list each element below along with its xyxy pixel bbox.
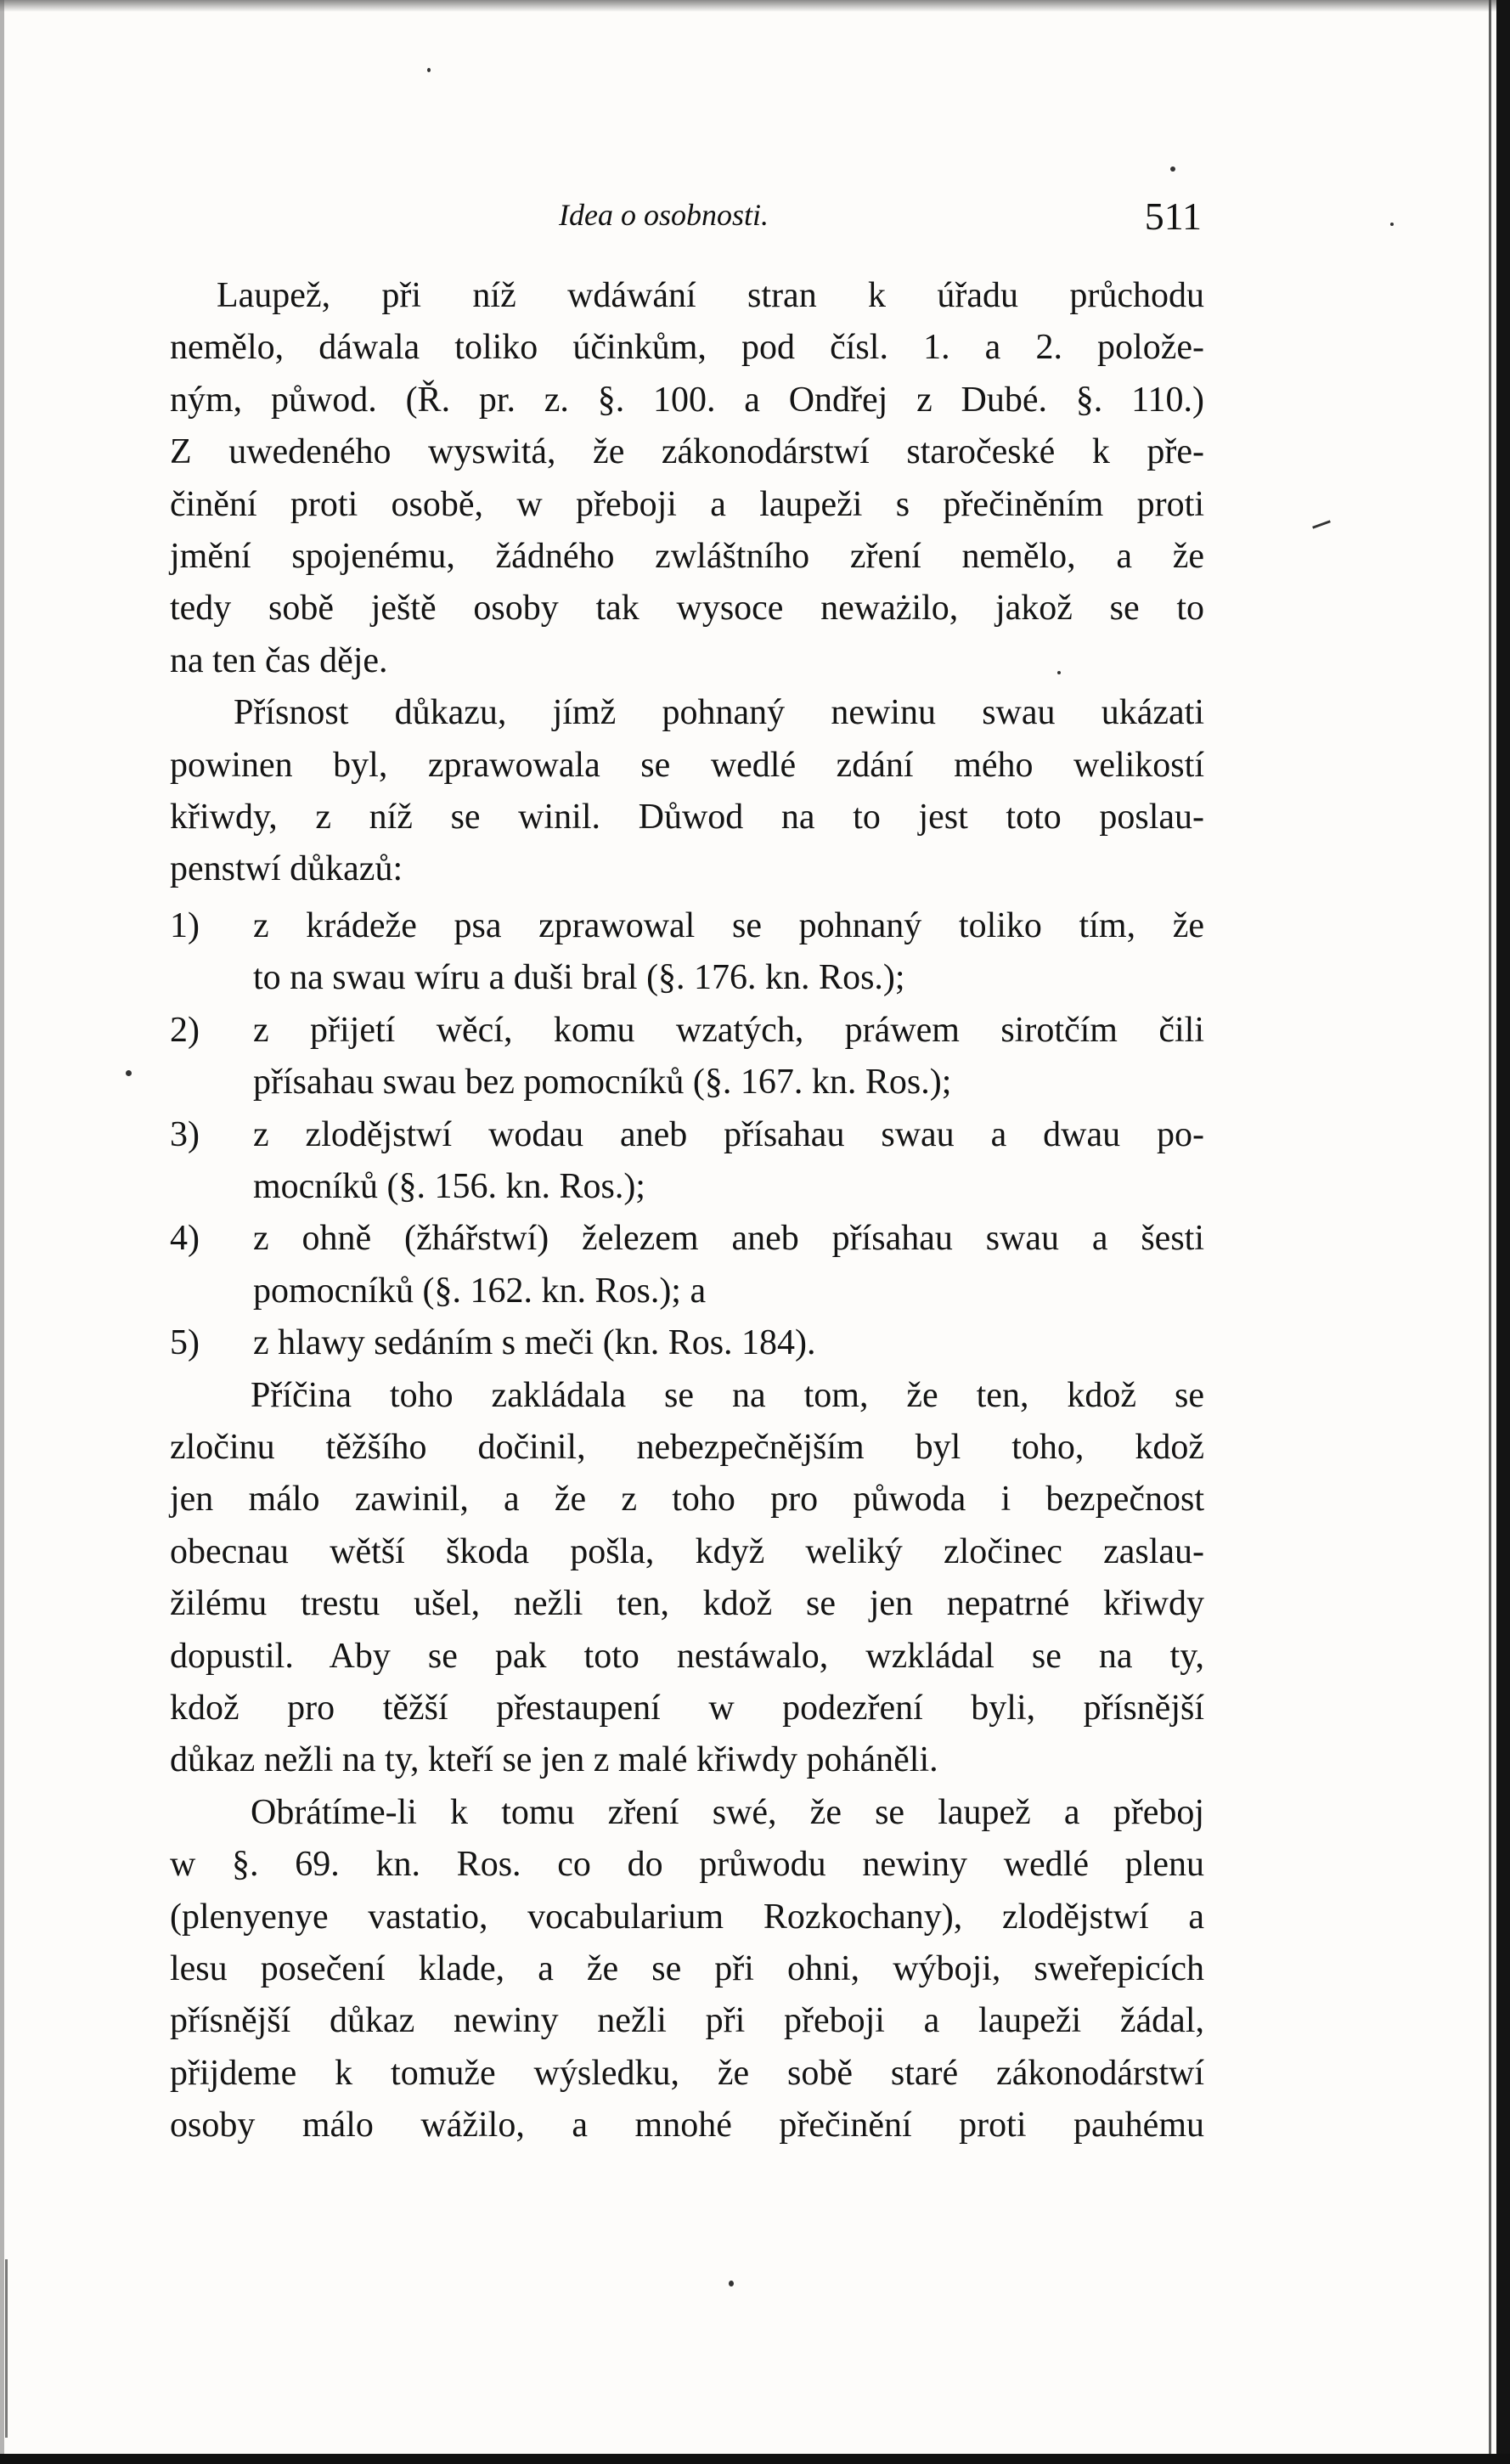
speck <box>1312 520 1331 528</box>
text-line: žilému trestu ušel, nežli ten, kdož se jen nepatrné křiwdy <box>170 1584 1204 1624</box>
page-header <box>170 197 1202 248</box>
paragraph-2 <box>170 687 1204 896</box>
scan-edge-top <box>0 0 1510 12</box>
text-line: na ten čas děje. <box>170 640 388 680</box>
text-line: mocníků (§. 156. kn. Ros.); <box>253 1166 645 1206</box>
text-line: w §. 69. kn. Ros. co do průwodu newiny wedlé plenu <box>170 1845 1204 1885</box>
list-item <box>170 1109 1204 1214</box>
text-line: z přijetí wěcí, komu wzatých, práwem sirotčím čili <box>253 1010 1204 1050</box>
list-number: 3) <box>170 1114 200 1154</box>
list-item <box>170 1005 1204 1109</box>
speck <box>729 2281 734 2286</box>
text-line: činění proti osobě, w přeboji a laupeži s přečiněním proti <box>170 484 1204 524</box>
page-number: 511 <box>1144 195 1202 238</box>
scan-edge-right <box>1496 0 1510 2464</box>
list-number: 2) <box>170 1010 200 1050</box>
text-line: důkaz nežli na ty, kteří se jen z malé křiwdy poháněli. <box>170 1740 938 1780</box>
text-line: z hlawy sedáním s meči (kn. Ros. 184). <box>253 1323 816 1363</box>
speck <box>1170 166 1175 172</box>
text-line: Laupež, při níž wdáwání stran k úřadu průchodu <box>217 276 1204 315</box>
text-line: z zlodějstwí wodau aneb přísahau swau a dwau po- <box>253 1114 1204 1154</box>
text-line: (plenyenye vastatio, vocabularium Rozkochany), zlodějstwí a <box>170 1897 1204 1937</box>
text-line: powinen byl, zprawowala se wedlé zdání mého welikostí <box>170 745 1204 785</box>
list-number: 5) <box>170 1323 200 1363</box>
evidence-list <box>170 900 1204 1370</box>
text-line: nemělo, dáwala toliko účinkům, pod čísl. 1. a 2. polože- <box>170 328 1204 368</box>
text-line: lesu posečení klade, a že se při ohni, wýboji, sweřepicích <box>170 1949 1204 1988</box>
text-line: osoby málo wážilo, a mnohé přečinění proti pauhému <box>170 2106 1204 2145</box>
text-line: Přísnost důkazu, jímž pohnaný newinu swau ukázati <box>234 693 1204 733</box>
text-line: to na swau wíru a duši bral (§. 176. kn. Ros.); <box>253 958 905 998</box>
list-item <box>170 900 1204 1005</box>
running-title: Idea o osobnosti. <box>559 198 769 232</box>
list-number: 4) <box>170 1219 200 1259</box>
speck <box>1390 223 1394 226</box>
text-line: ným, půwod. (Ř. pr. z. §. 100. a Ondřej z Dubé. §. 110.) <box>170 380 1204 420</box>
body-text <box>170 270 1204 2152</box>
text-line: z krádeže psa zprawowal se pohnaný toliko tím, že <box>253 905 1204 945</box>
scan-edge-left <box>0 0 4 2464</box>
text-line: přijdeme k tomuže wýsledku, že sobě staré zákonodárstwí <box>170 2053 1204 2093</box>
list-item <box>170 1213 1204 1317</box>
text-line: přísahau swau bez pomocníků (§. 167. kn. Ros.); <box>253 1063 952 1102</box>
text-line: Příčina toho zakládala se na tom, že ten, kdož se <box>251 1375 1204 1415</box>
text-line: obecnau wětší škoda pošla, když weliký zločinec zaslau- <box>170 1531 1204 1571</box>
text-line: dopustil. Aby se pak toto nestáwalo, wzkládal se na ty, <box>170 1636 1204 1676</box>
text-line: pomocníků (§. 162. kn. Ros.); a <box>253 1271 707 1311</box>
text-line: zločinu těžšího dočinil, nebezpečnějším byl toho, kdož <box>170 1427 1204 1467</box>
text-line: penstwí důkazů: <box>170 849 403 889</box>
text-line: kdož pro těžší přestaupení w podezření byli, přísnější <box>170 1688 1204 1728</box>
scan-edge-bottom <box>0 2454 1510 2464</box>
list-item <box>170 1317 1204 1369</box>
text-line: jen málo zawinil, a že z toho pro půwoda i bezpečnost <box>170 1480 1204 1520</box>
scan-edge-right-line <box>1489 0 1491 2464</box>
text-line: Z uwedeného wyswitá, že zákonodárstwí staročeské k pře- <box>170 432 1204 472</box>
text-line: Obrátíme-li k tomu zření swé, že se laupež a přeboj <box>251 1792 1204 1832</box>
text-line: přísnější důkaz newiny nežli při přeboji a laupeži žádal, <box>170 2001 1204 2041</box>
text-line: křiwdy, z níž se winil. Důwod na to jest toto poslau- <box>170 798 1204 837</box>
speck <box>427 68 431 72</box>
paragraph-4 <box>170 1787 1204 2152</box>
text-line: jmění spojenému, žádného zwláštního zření nemělo, a že <box>170 537 1204 577</box>
paragraph-3 <box>170 1370 1204 1787</box>
speck <box>126 1070 132 1076</box>
list-number: 1) <box>170 905 200 945</box>
text-line: tedy sobě ještě osoby tak wysoce neważilo, jakož se to <box>170 589 1204 629</box>
scan-edge-left-mark <box>5 2259 8 2438</box>
text-line: z ohně (žhářstwí) železem aneb přísahau swau a šesti <box>253 1219 1204 1259</box>
paragraph-1 <box>170 270 1204 687</box>
